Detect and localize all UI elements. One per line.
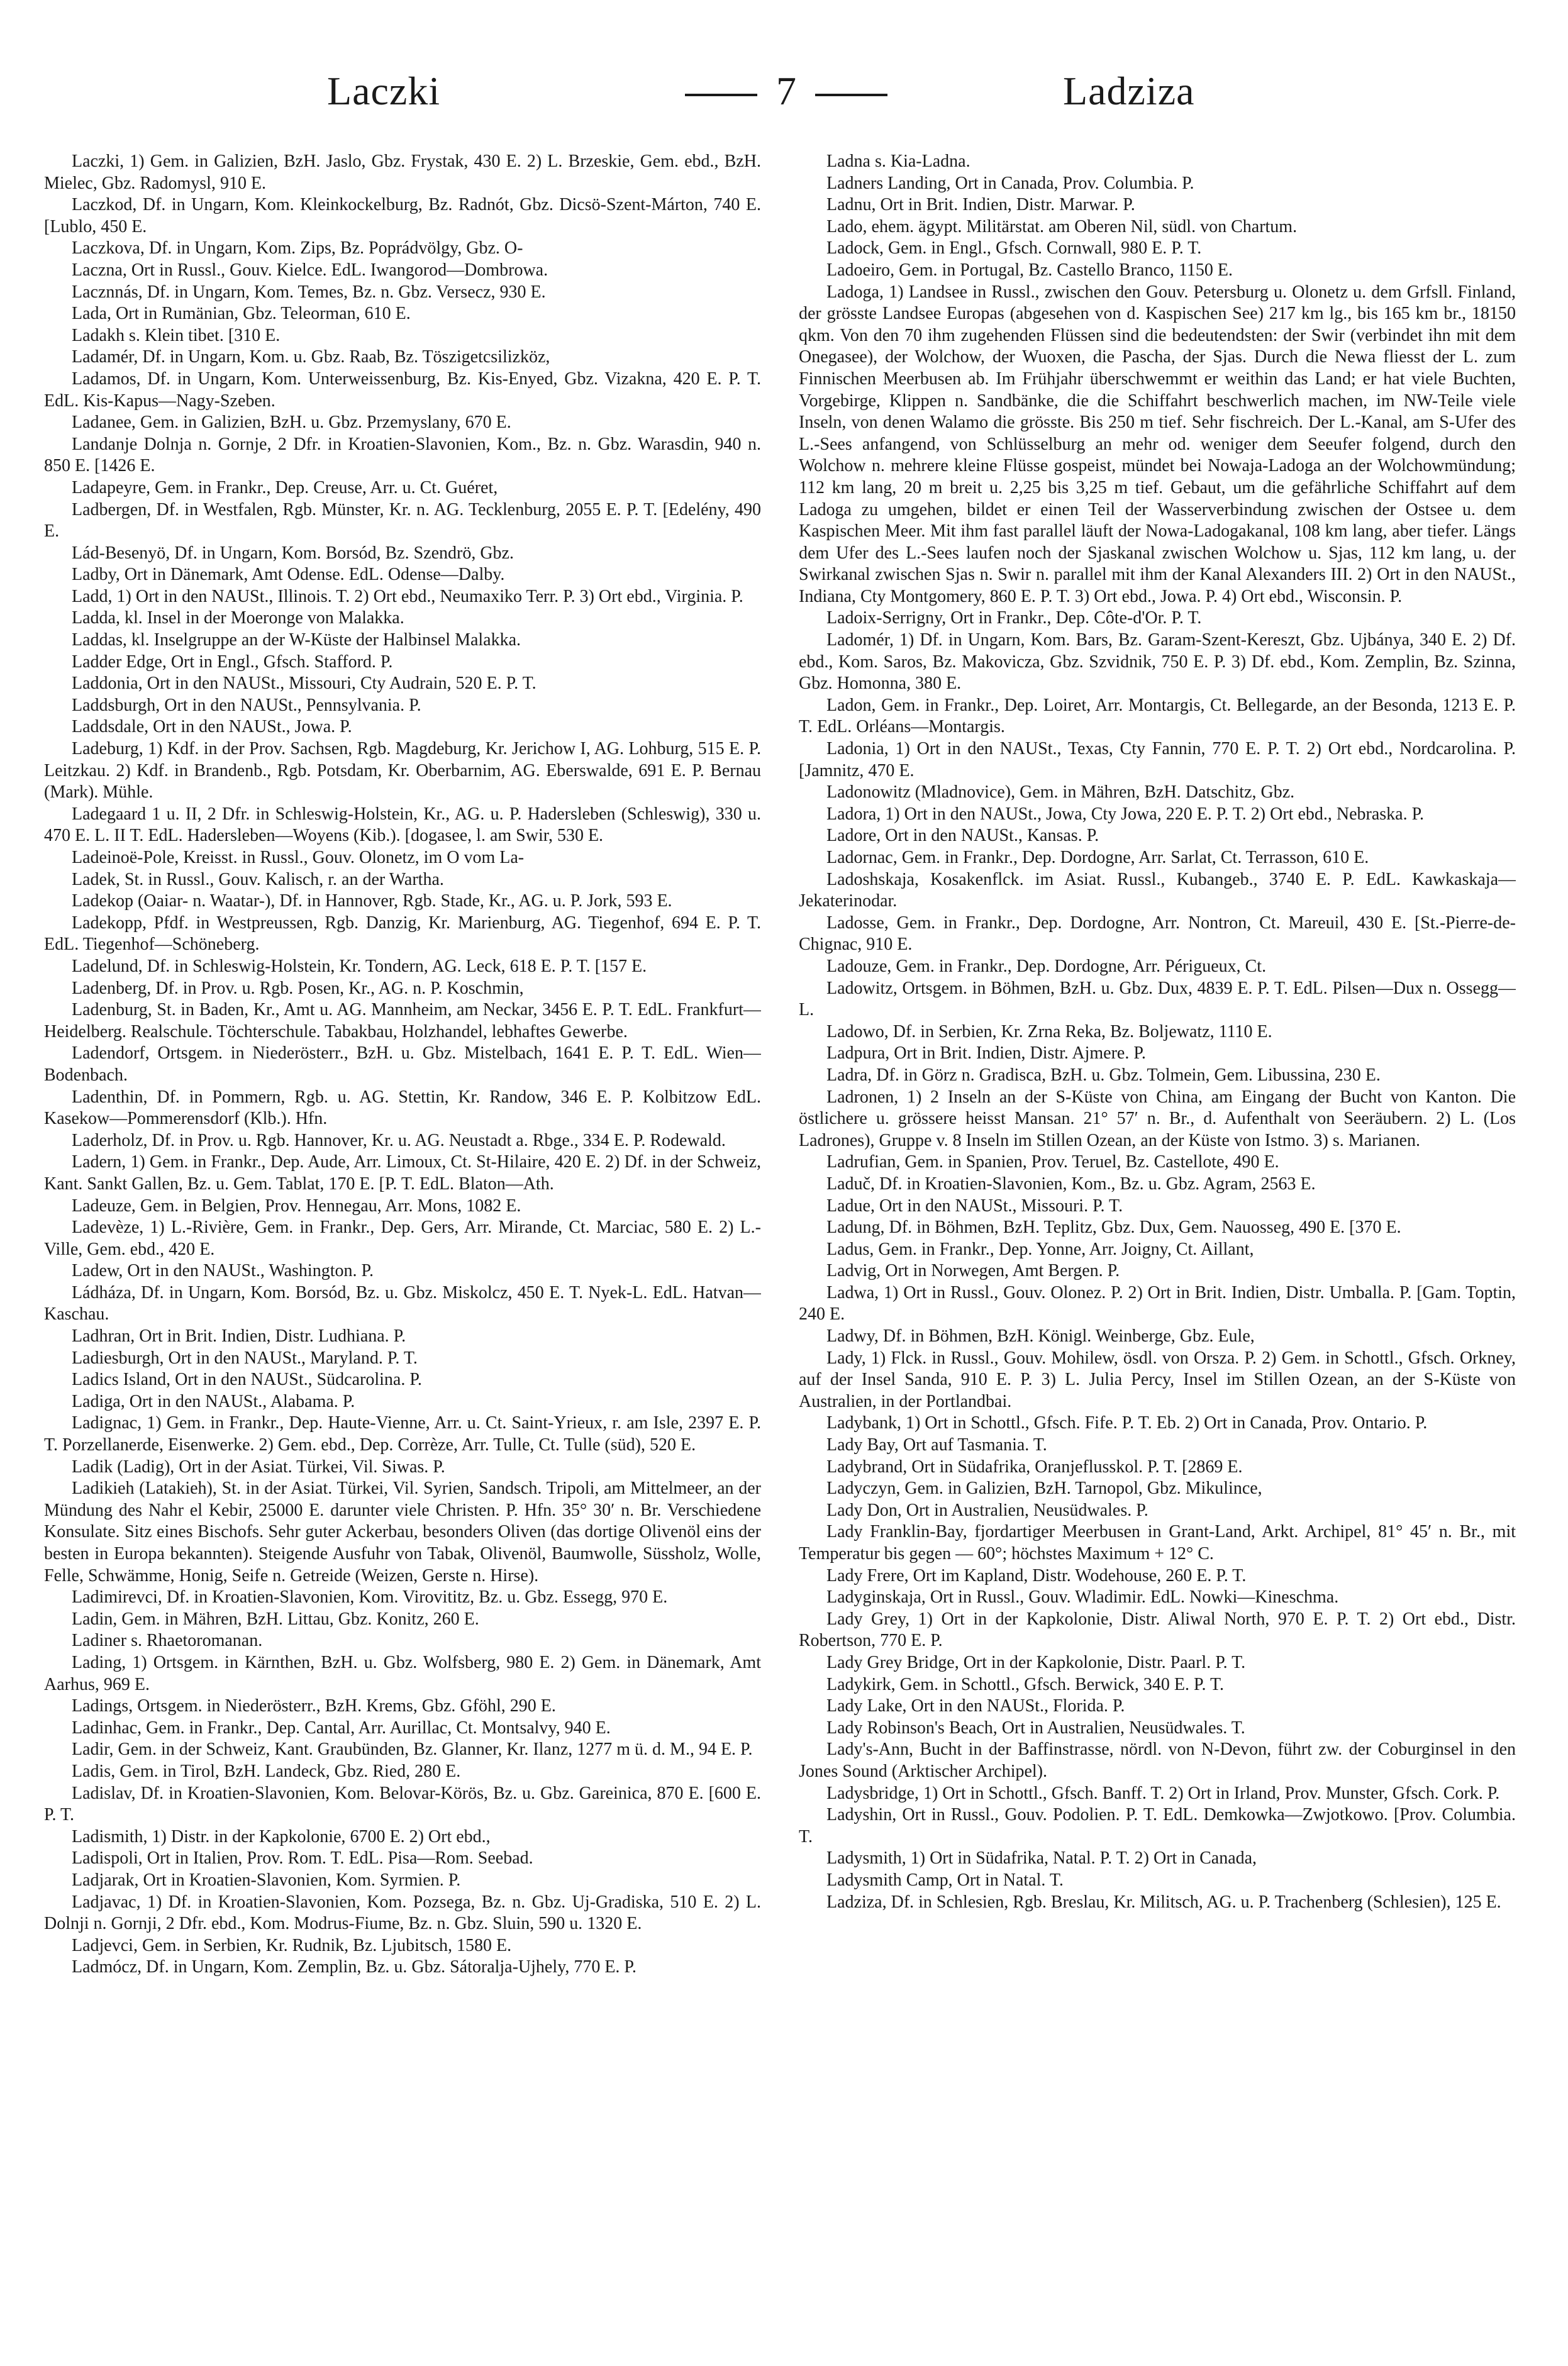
dictionary-entry: Ladna s. Kia-Ladna. xyxy=(826,152,970,171)
dictionary-entry: Ladeburg, 1) Kdf. in der Prov. Sachsen, Rgb. Magdeburg, Kr. Jerichow I, AG. Lohburg, 515 E. P. Leitzkau. 2) Kdf. in Brandenb., Rgb. Potsdam, Kr. Oberbarnim, AG. Eberswalde, 691 E. P. Bernau (Mark). Mühle. xyxy=(44,739,761,803)
page-header xyxy=(0,68,1568,131)
left-column xyxy=(44,151,761,2308)
page-number: 7 xyxy=(776,69,796,113)
dictionary-entry: Ladjarak, Ort in Kroatien-Slavonien, Kom. Syrmien. P. xyxy=(72,1870,461,1890)
dictionary-entry: Laczkova, Df. in Ungarn, Kom. Zips, Bz. Poprádvölgy, Gbz. O- xyxy=(72,238,523,258)
dictionary-entry: Lady Don, Ort in Australien, Neusüdwales. P. xyxy=(826,1500,1148,1520)
dictionary-entry: Ladners Landing, Ort in Canada, Prov. Columbia. P. xyxy=(826,173,1194,193)
header-rule-left xyxy=(685,94,757,96)
dictionary-entry: Laddsdale, Ort in den NAUSt., Jowa. P. xyxy=(72,717,352,737)
dictionary-entry: Laczki, 1) Gem. in Galizien, BzH. Jaslo, Gbz. Frystak, 430 E. 2) L. Brzeskie, Gem. ebd., BzH. Mielec, Gbz. Radomysl, 910 E. xyxy=(44,152,761,193)
dictionary-entry: Ladora, 1) Ort in den NAUSt., Jowa, Cty Jowa, 220 E. P. T. 2) Ort ebd., Nebraska. P. xyxy=(826,804,1425,824)
dictionary-entry: Ladern, 1) Gem. in Frankr., Dep. Aude, Arr. Limoux, Ct. St-Hilaire, 420 E. 2) Df. in der Schweiz, Kant. Sankt Gallen, Bz. u. Gem. Tablat, 170 E. [P. T. EdL. Blaton—Ath. xyxy=(44,1152,761,1194)
dictionary-entry: Lady Bay, Ort auf Tasmania. T. xyxy=(826,1435,1047,1455)
dictionary-entry: Lado, ehem. ägypt. Militärstat. am Oberen Nil, südl. von Chartum. xyxy=(826,216,1298,236)
dictionary-entry: Laczkod, Df. in Ungarn, Kom. Kleinkockelburg, Bz. Radnót, Gbz. Dicsö-Szent-Márton, 740 E. [Lublo, 450 E. xyxy=(44,195,761,236)
dictionary-entry: Lád-Besenyö, Df. in Ungarn, Kom. Borsód, Bz. Szendrö, Gbz. xyxy=(72,543,514,563)
dictionary-entry: Ládháza, Df. in Ungarn, Kom. Borsód, Bz. u. Gbz. Miskolcz, 450 E. T. Nyek-L. EdL. Hatvan—Kaschau. xyxy=(44,1282,761,1325)
dictionary-entry: Ladegaard 1 u. II, 2 Dfr. in Schleswig-Holstein, Kr., AG. u. P. Hadersleben (Schleswig), 330 u. 470 E. L. II T. EdL. Hadersleben—Woyens (Kib.). [dogasee, l. am Swir, 530 E. xyxy=(44,804,761,846)
dictionary-entry: Ladornac, Gem. in Frankr., Dep. Dordogne, Arr. Sarlat, Ct. Terrasson, 610 E. xyxy=(826,848,1369,867)
dictionary-entry: Lady Grey, 1) Ort in der Kapkolonie, Distr. Aliwal North, 970 E. P. T. 2) Ort ebd., Distr. Robertson, 770 E. P. xyxy=(799,1609,1516,1651)
dictionary-entry: Lady Grey Bridge, Ort in der Kapkolonie, Distr. Paarl. P. T. xyxy=(826,1652,1246,1672)
dictionary-entry: Ladakh s. Klein tibet. [310 E. xyxy=(72,325,281,345)
dictionary-entry: Ladby, Ort in Dänemark, Amt Odense. EdL. Odense—Dalby. xyxy=(72,565,505,585)
dictionary-entry: Laderholz, Df. in Prov. u. Rgb. Hannover, Kr. u. AG. Neustadt a. Rbge., 334 E. P. Rodewald. xyxy=(72,1130,726,1150)
dictionary-entry: Lacznnás, Df. in Ungarn, Kom. Temes, Bz. n. Gbz. Versecz, 930 E. xyxy=(72,282,546,302)
dictionary-entry: Ladowo, Df. in Serbien, Kr. Zrna Reka, Bz. Boljewatz, 1110 E. xyxy=(826,1021,1272,1041)
dictionary-entry: Ladrufian, Gem. in Spanien, Prov. Teruel, Bz. Castellote, 490 E. xyxy=(826,1152,1279,1172)
dictionary-entry: Ladon, Gem. in Frankr., Dep. Loiret, Arr. Montargis, Ct. Bellegarde, an der Besonda, 1213 E. P. T. EdL. Orléans—Montargis. xyxy=(799,695,1516,737)
dictionary-entry: Ladik (Ladig), Ort in der Asiat. Türkei, Vil. Siwas. P. xyxy=(72,1457,445,1477)
dictionary-entry: Ladra, Df. in Görz n. Gradisca, BzH. u. Gbz. Tolmein, Gem. Libussina, 230 E. xyxy=(826,1065,1381,1085)
dictionary-entry: Laduč, Df. in Kroatien-Slavonien, Kom., Bz. u. Gbz. Agram, 2563 E. xyxy=(826,1174,1316,1194)
dictionary-entry: Ladoeiro, Gem. in Portugal, Bz. Castello Branco, 1150 E. xyxy=(826,260,1233,280)
dictionary-entry: Ladispoli, Ort in Italien, Prov. Rom. T. EdL. Pisa—Rom. Seebad. xyxy=(72,1848,533,1869)
dictionary-entry: Ladelund, Df. in Schleswig-Holstein, Kr. Tondern, AG. Leck, 618 E. P. T. [157 E. xyxy=(72,956,647,976)
dictionary-entry: Ladyczyn, Gem. in Galizien, BzH. Tarnopol, Gbz. Mikulince, xyxy=(826,1479,1262,1499)
dictionary-entry: Ladoshskaja, Kosakenflck. im Asiat. Russl., Kubangeb., 3740 E. P. EdL. Kawkaskaja—Jekaterinodar. xyxy=(799,869,1516,911)
dictionary-entry: Ladamér, Df. in Ungarn, Kom. u. Gbz. Raab, Bz. Töszigetcsilizköz, xyxy=(72,347,550,367)
dictionary-entry: Ladjavac, 1) Df. in Kroatien-Slavonien, Kom. Pozsega, Bz. n. Gbz. Uj-Gradiska, 510 E. 2) L. Dolnji n. Gornji, 2 Dfr. ebd., Kom. Modrus-Fiume, Bz. n. Gbz. Sluin, 590 u. 1320 E. xyxy=(44,1892,761,1934)
dictionary-entry: Ladanee, Gem. in Galizien, BzH. u. Gbz. Przemyslany, 670 E. xyxy=(72,413,511,433)
dictionary-entry: Ladore, Ort in den NAUSt., Kansas. P. xyxy=(826,826,1099,846)
dictionary-entry: Ladziza, Df. in Schlesien, Rgb. Breslau, Kr. Militsch, AG. u. P. Trachenberg (Schlesien), 125 E. xyxy=(826,1892,1501,1912)
dictionary-entry: Ladings, Ortsgem. in Niederösterr., BzH. Krems, Gbz. Gföhl, 290 E. xyxy=(72,1696,556,1716)
dictionary-entry: Ladikieh (Latakieh), St. in der Asiat. Türkei, Vil. Syrien, Sandsch. Tripoli, am Mittelmeer, an der Mündung des Nahr el Kebir, 25000 E. darunter viele Christen. P. Hfn. 35° 30′ n. Br. Verschiedene Konsulate. Sitz eines Bischofs. Sehr guter Ackerbau, besonders Oliven (das dortige Olivenöl eins der besten in Europa bekannten). Steigende Ausfuhr von Tabak, Olivenöl, Baumwolle, Süssholz, Wolle, Felle, Schwämme, Honig, Seife n. Getreide (Weizen, Gerste n. Hirse). xyxy=(44,1479,761,1586)
dictionary-entry: Lady Robinson's Beach, Ort in Australien, Neusüdwales. T. xyxy=(826,1718,1245,1738)
dictionary-entry: Ladung, Df. in Böhmen, BzH. Teplitz, Gbz. Dux, Gem. Nauosseg, 490 E. [370 E. xyxy=(826,1218,1401,1238)
dictionary-entry: Ladekopp, Pfdf. in Westpreussen, Rgb. Danzig, Kr. Marienburg, AG. Tiegenhof, 694 E. P. T. EdL. Tiegenhof—Schöneberg. xyxy=(44,913,761,955)
dictionary-entry: Ladosse, Gem. in Frankr., Dep. Dordogne, Arr. Nontron, Ct. Mareuil, 430 E. [St.-Pierre-de-Chignac, 910 E. xyxy=(799,913,1516,955)
dictionary-entry: Ladimirevci, Df. in Kroatien-Slavonien, Kom. Virovititz, Bz. u. Gbz. Essegg, 970 E. xyxy=(72,1587,668,1608)
dictionary-entry: Ladyshin, Ort in Russl., Gouv. Podolien. P. T. EdL. Demkowka—Zwjotkowo. [Prov. Columbia. T. xyxy=(799,1805,1516,1847)
dictionary-entry: Ladis, Gem. in Tirol, BzH. Landeck, Gbz. Ried, 280 E. xyxy=(72,1761,461,1781)
dictionary-entry: Ladek, St. in Russl., Gouv. Kalisch, r. an der Wartha. xyxy=(72,869,444,889)
dictionary-entry: Ladysmith Camp, Ort in Natal. T. xyxy=(826,1870,1064,1890)
dictionary-entry: Ladekop (Oaiar- n. Waatar-), Df. in Hannover, Rgb. Stade, Kr., AG. u. P. Jork, 593 E. xyxy=(72,891,672,911)
dictionary-entry: Ladonowitz (Mladnovice), Gem. in Mähren, BzH. Datschitz, Gbz. xyxy=(826,782,1295,803)
dictionary-entry: Ladpura, Ort in Brit. Indien, Distr. Ajmere. P. xyxy=(826,1043,1146,1064)
dictionary-entry: Ladevèze, 1) L.-Rivière, Gem. in Frankr., Dep. Gers, Arr. Mirande, Ct. Marciac, 580 E. 2) L.-Ville, Gem. ebd., 420 E. xyxy=(44,1218,761,1259)
dictionary-entry: Ladbergen, Df. in Westfalen, Rgb. Münster, Kr. n. AG. Tecklenburg, 2055 E. P. T. [Edelény, 490 E. xyxy=(44,499,761,542)
dictionary-entry: Laddas, kl. Inselgruppe an der W-Küste der Halbinsel Malakka. xyxy=(72,630,521,650)
dictionary-entry: Ladenthin, Df. in Pommern, Rgb. u. AG. Stettin, Kr. Randow, 346 E. P. Kolbitzow EdL. Kasekow—Pommerensdorf (Klb.). Hfn. xyxy=(44,1087,761,1129)
dictionary-entry: Ladwa, 1) Ort in Russl., Gouv. Olonez. P. 2) Ort in Brit. Indien, Distr. Umballa. P. [Gam. Toptin, 240 E. xyxy=(799,1282,1516,1325)
dictionary-entry: Ladignac, 1) Gem. in Frankr., Dep. Haute-Vienne, Arr. u. Ct. Saint-Yrieux, r. am Isle, 2397 E. P. T. Porzellanerde, Eisenwerke. 2) Gem. ebd., Dep. Corrèze, Arr. Tulle, Ct. Tulle (süd), 520 E. xyxy=(44,1413,761,1455)
dictionary-entry: Ladir, Gem. in der Schweiz, Kant. Graubünden, Bz. Glanner, Kr. Ilanz, 1277 m ü. d. M., 94 E. P. xyxy=(72,1740,753,1760)
dictionary-entry: Laddonia, Ort in den NAUSt., Missouri, Cty Audrain, 520 E. P. T. xyxy=(72,674,537,694)
dictionary-entry: Lady Franklin-Bay, fjordartiger Meerbusen in Grant-Land, Arkt. Archipel, 81° 45′ n. Br., mit Temperatur bis gegen — 60°; höchstes Maximum + 12° C. xyxy=(799,1522,1516,1563)
running-head-left: Laczki xyxy=(327,69,441,113)
dictionary-entry: Ladda, kl. Insel in der Moeronge von Malakka. xyxy=(72,608,404,628)
dictionary-entry: Ladhran, Ort in Brit. Indien, Distr. Ludhiana. P. xyxy=(72,1326,406,1347)
dictionary-entry: Laczna, Ort in Russl., Gouv. Kielce. EdL. Iwangorod—Dombrowa. xyxy=(72,260,548,280)
header-rule-right xyxy=(815,94,887,96)
dictionary-entry: Ladislav, Df. in Kroatien-Slavonien, Kom. Belovar-Körös, Bz. u. Gbz. Gareinica, 870 E. [600 E. P. T. xyxy=(44,1783,761,1825)
dictionary-entry: Ladronen, 1) 2 Inseln an der S-Küste von China, am Eingang der Bucht von Kanton. Die östlichere u. grössere heisst Mansan. 21° 57′ n. Br., d. Aufenthalt von Seeräubern. 2) L. (Los Ladrones), Gruppe v. 8 Inseln im Stillen Ozean, an der Küste von Istmo. 3) s. Marianen. xyxy=(799,1087,1516,1150)
dictionary-entry: Ladiesburgh, Ort in den NAUSt., Maryland. P. T. xyxy=(72,1348,418,1368)
dictionary-entry: Ladock, Gem. in Engl., Gfsch. Cornwall, 980 E. P. T. xyxy=(826,238,1202,258)
dictionary-entry: Ladwy, Df. in Böhmen, BzH. Königl. Weinberge, Gbz. Eule, xyxy=(826,1326,1255,1347)
dictionary-entry: Ladamos, Df. in Ungarn, Kom. Unterweissenburg, Bz. Kis-Enyed, Gbz. Vizakna, 420 E. P. T. EdL. Kis-Kapus—Nagy-Szeben. xyxy=(44,369,761,411)
dictionary-entry: Lady's-Ann, Bucht in der Baffinstrasse, nördl. von N-Devon, führt zw. der Coburginsel in den Jones Sound (Arktischer Archipel). xyxy=(799,1740,1516,1781)
dictionary-entry: Ladonia, 1) Ort in den NAUSt., Texas, Cty Fannin, 770 E. P. T. 2) Ort ebd., Nordcarolina. P. [Jamnitz, 470 E. xyxy=(799,739,1516,780)
dictionary-entry: Ladybrand, Ort in Südafrika, Oranjeflusskol. P. T. [2869 E. xyxy=(826,1457,1243,1477)
dictionary-entry: Lady Lake, Ort in den NAUSt., Florida. P. xyxy=(826,1696,1125,1716)
dictionary-entry: Lading, 1) Ortsgem. in Kärnthen, BzH. u. Gbz. Wolfsberg, 980 E. 2) Gem. in Dänemark, Amt Aarhus, 969 E. xyxy=(44,1652,761,1694)
dictionary-entry: Ladouze, Gem. in Frankr., Dep. Dordogne, Arr. Périgueux, Ct. xyxy=(826,956,1267,976)
dictionary-entry: Ladowitz, Ortsgem. in Böhmen, BzH. u. Gbz. Dux, 4839 E. P. T. EdL. Pilsen—Dux n. Ossegg—L. xyxy=(799,978,1516,1020)
dictionary-entry: Ladjevci, Gem. in Serbien, Kr. Rudnik, Bz. Ljubitsch, 1580 E. xyxy=(72,1935,512,1955)
dictionary-entry: Ladin, Gem. in Mähren, BzH. Littau, Gbz. Konitz, 260 E. xyxy=(72,1609,479,1629)
dictionary-entry: Ladmócz, Df. in Ungarn, Kom. Zemplin, Bz. u. Gbz. Sátoralja-Ujhely, 770 E. P. xyxy=(72,1957,637,1977)
dictionary-entry: Ladvig, Ort in Norwegen, Amt Bergen. P. xyxy=(826,1261,1120,1281)
dictionary-entry: Ladeinoë-Pole, Kreisst. in Russl., Gouv. Olonetz, im O vom La- xyxy=(72,848,525,867)
dictionary-entry: Ladybank, 1) Ort in Schottl., Gfsch. Fife. P. T. Eb. 2) Ort in Canada, Prov. Ontario. P. xyxy=(826,1413,1428,1433)
dictionary-entry: Lady, 1) Flck. in Russl., Gouv. Mohilew, ösdl. von Orsza. P. 2) Gem. in Schottl., Gfsch. Orkney, auf der Insel Sanda, 910 E. P. 3) L. Julia Percy, Insel im Stillen Ozean, an der S-Küste von Australien, in der Portlandbai. xyxy=(799,1348,1516,1411)
dictionary-entry: Laddsburgh, Ort in den NAUSt., Pennsylvania. P. xyxy=(72,695,421,715)
dictionary-entry: Ladysbridge, 1) Ort in Schottl., Gfsch. Banff. T. 2) Ort in Irland, Prov. Munster, Gfsch. Cork. P. xyxy=(826,1783,1500,1803)
dictionary-entry: Ladus, Gem. in Frankr., Dep. Yonne, Arr. Joigny, Ct. Aillant, xyxy=(826,1239,1254,1259)
dictionary-entry: Lada, Ort in Rumänian, Gbz. Teleorman, 610 E. xyxy=(72,304,411,324)
dictionary-entry: Ladd, 1) Ort in den NAUSt., Illinois. T. 2) Ort ebd., Neumaxiko Terr. P. 3) Ort ebd., Virginia. P. xyxy=(72,586,743,606)
dictionary-entry: Ladiner s. Rhaetoromanan. xyxy=(72,1631,263,1651)
dictionary-entry: Ladomér, 1) Df. in Ungarn, Kom. Bars, Bz. Garam-Szent-Kereszt, Gbz. Ujbánya, 340 E. 2) Df. ebd., Kom. Saros, Bz. Makovicza, Gbz. Szvidnik, 750 E. P. 3) Df. ebd., Kom. Zemplin, Bz. Szinna, Gbz. Homonna, 380 E. xyxy=(799,630,1516,694)
dictionary-entry: Ladinhac, Gem. in Frankr., Dep. Cantal, Arr. Aurillac, Ct. Montsalvy, 940 E. xyxy=(72,1718,611,1738)
right-column xyxy=(799,151,1516,2308)
dictionary-entry: Ladics Island, Ort in den NAUSt., Südcarolina. P. xyxy=(72,1370,422,1390)
page-number-block xyxy=(654,68,918,114)
dictionary-entry: Ladder Edge, Ort in Engl., Gfsch. Stafford. P. xyxy=(72,652,393,672)
dictionary-entry: Ladue, Ort in den NAUSt., Missouri. P. T. xyxy=(826,1196,1123,1216)
dictionary-entry: Ladysmith, 1) Ort in Südafrika, Natal. P. T. 2) Ort in Canada, xyxy=(826,1848,1257,1869)
dictionary-entry: Landanje Dolnja n. Gornje, 2 Dfr. in Kroatien-Slavonien, Kom., Bz. n. Gbz. Warasdin, 940 n. 850 E. [1426 E. xyxy=(44,434,761,476)
dictionary-entry: Ladnu, Ort in Brit. Indien, Distr. Marwar. P. xyxy=(826,195,1135,215)
dictionary-entry: Ladeuze, Gem. in Belgien, Prov. Hennegau, Arr. Mons, 1082 E. xyxy=(72,1196,521,1216)
dictionary-entry: Ladenburg, St. in Baden, Kr., Amt u. AG. Mannheim, am Neckar, 3456 E. P. T. EdL. Frankfurt—Heidelberg. Realschule. Töchterschule. Tabakbau, Holzhandel, lebhaftes Gewerbe. xyxy=(44,1000,761,1041)
dictionary-entry: Ladoga, 1) Landsee in Russl., zwischen den Gouv. Petersburg u. Olonetz u. dem Grfsll. Finland, der grösste Landsee Europas (abgesehen von d. Kaspischen See) 217 km lg., bis 165 km br., 18150 qkm. Von den 70 ihm zugehenden Flüssen sind die bedeutendsten: der Swir (verbindet ihn mit dem Onegasee), der Wolchow, der Wuoxen, die Pascha, der Sjas. Durch die Newa fliesst der L. zum Finnischen Meerbusen ab. Im Frühjahr überschwemmt er weithin das Land; er hat viele Buchten, Vorgebirge, Klippen n. Sandbänke, die die Schiffahrt beschwerlich machen, im NW-Teile viele Inseln, von denen Walamo die grösste. Bis 250 m tief. Sehr fischreich. Der L.-Kanal, am S-Ufer des L.-Sees anfangend, von Schlüsselburg an mehr od. weniger dem Seeufer folgend, durch den Wolchow n. mehrere kleine Flüsse gospeist, mündet bei Nowaja-Ladoga an der Wolchowmündung; 112 km lang, 20 m breit u. 2,25 bis 3,25 m tief. Gebaut, um die gefährliche Schiffahrt auf dem Ladoga zu umgehen, bildet er einen Teil der Wasserverbindung zwischen der Ostsee u. dem Kaspischen Meer. Mit ihm fast parallel läuft der Nowa-Ladogakanal, 108 km lang, aber tiefer. Längs dem Ufer des L.-Sees laufen noch der Sjaskanal zwischen Wolchow u. Sjas, 112 km lang, u. der Swirkanal zwischen Sjas n. Swir n. parallel mit ihm der Kanal Alexanders III. 2) Ort in den NAUSt., Indiana, Cty Montgomery, 860 E. P. T. 3) Ort ebd., Jowa. P. 4) Ort ebd., Wisconsin. P. xyxy=(799,282,1516,606)
dictionary-entry: Lady Frere, Ort im Kapland, Distr. Wodehouse, 260 E. P. T. xyxy=(826,1565,1247,1586)
dictionary-entry: Ladyginskaja, Ort in Russl., Gouv. Wladimir. EdL. Nowki—Kineschma. xyxy=(826,1587,1339,1608)
dictionary-entry: Ladiga, Ort in den NAUSt., Alabama. P. xyxy=(72,1391,355,1411)
dictionary-entry: Ladismith, 1) Distr. in der Kapkolonie, 6700 E. 2) Ort ebd., xyxy=(72,1826,491,1847)
dictionary-entry: Ladoix-Serrigny, Ort in Frankr., Dep. Côte-d'Or. P. T. xyxy=(826,608,1202,628)
dictionary-entry: Ladenberg, Df. in Prov. u. Rgb. Posen, Kr., AG. n. P. Koschmin, xyxy=(72,978,524,998)
dictionary-entry: Ladendorf, Ortsgem. in Niederösterr., BzH. u. Gbz. Mistelbach, 1641 E. P. T. EdL. Wien—Bodenbach. xyxy=(44,1043,761,1085)
dictionary-entry: Ladew, Ort in den NAUSt., Washington. P. xyxy=(72,1261,374,1281)
dictionary-entry: Ladykirk, Gem. in Schottl., Gfsch. Berwick, 340 E. P. T. xyxy=(826,1674,1224,1694)
dictionary-entry: Ladapeyre, Gem. in Frankr., Dep. Creuse, Arr. u. Ct. Guéret, xyxy=(72,477,498,497)
running-head-right: Ladziza xyxy=(1063,69,1195,113)
